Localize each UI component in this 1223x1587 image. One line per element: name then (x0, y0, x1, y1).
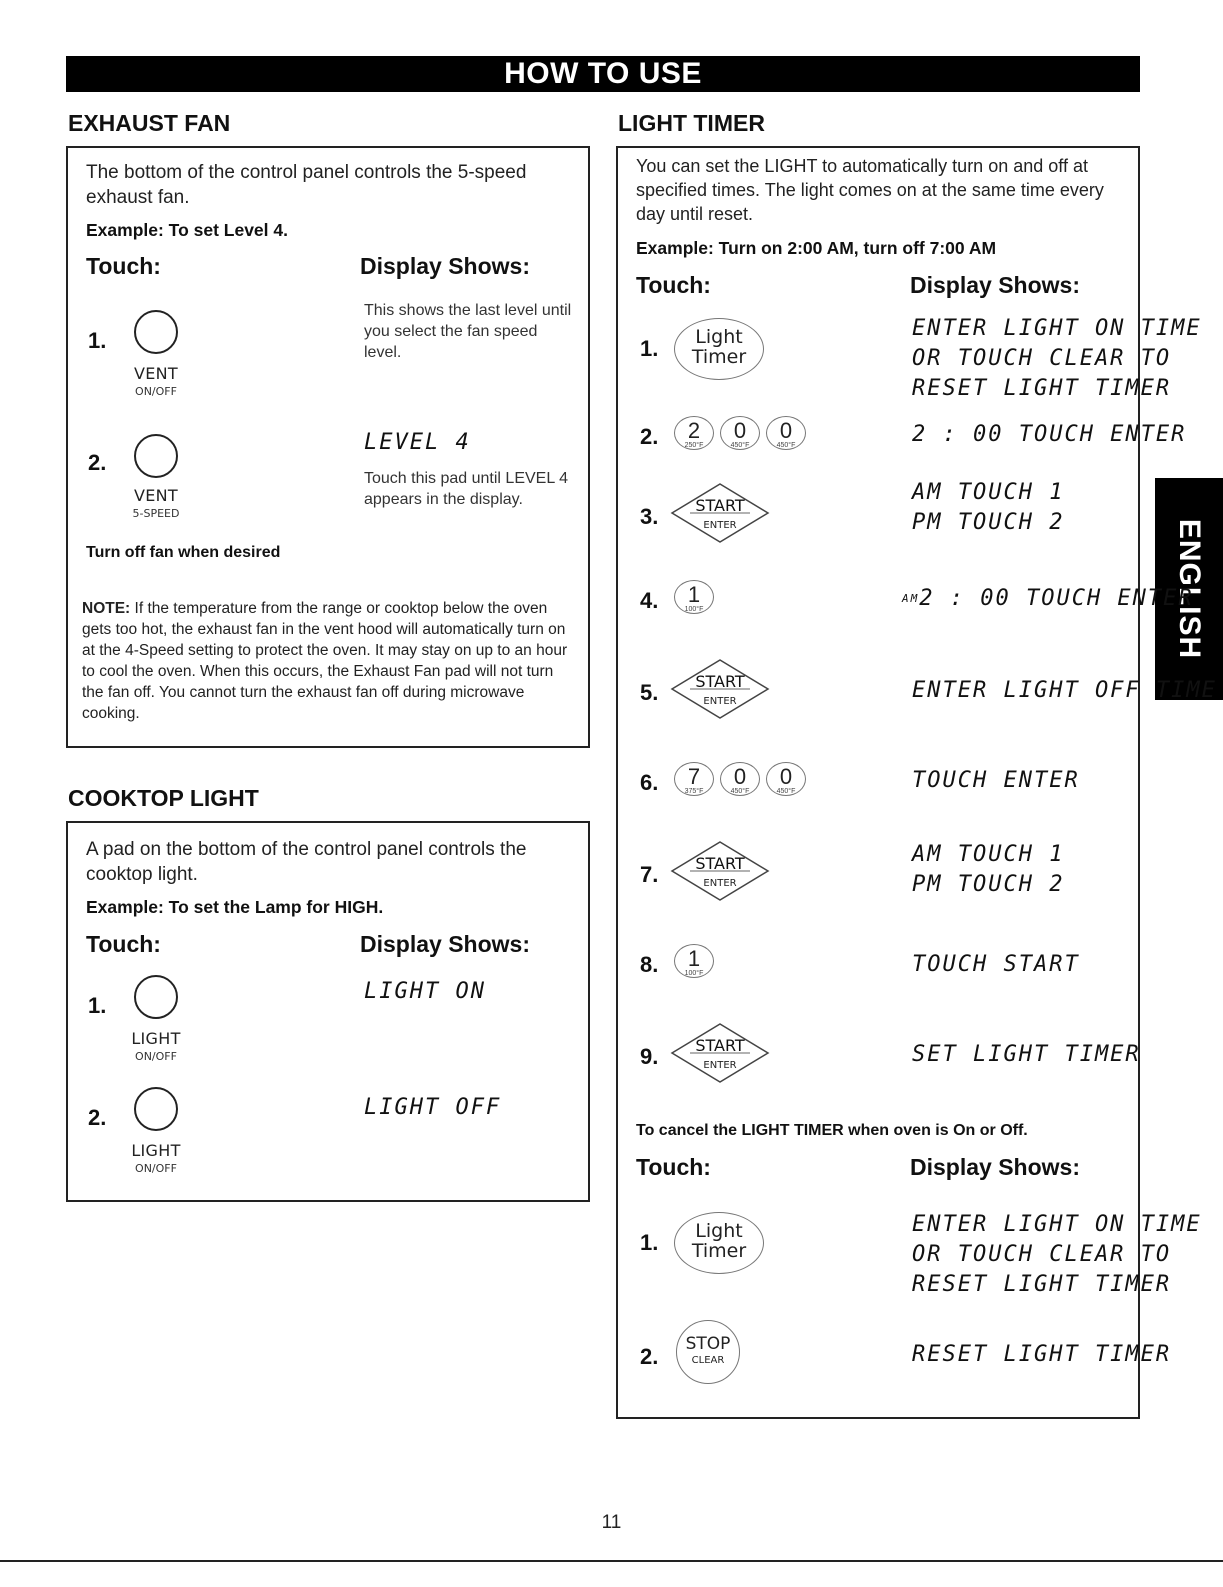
start-button-label: START (695, 854, 745, 873)
light-pad-sublabel: ON/OFF (135, 1162, 177, 1175)
touch-column-heading: Touch: (86, 253, 161, 279)
display-line: PM TOUCH 2 (912, 510, 1065, 535)
display-readout: LEVEL 4 (364, 430, 471, 455)
display-column-heading: Display Shows: (910, 272, 1080, 298)
display-line: OR TOUCH CLEAR TO (912, 1242, 1172, 1267)
step-number: 4. (640, 588, 659, 613)
step-number: 1. (88, 328, 107, 353)
stop-button-label: STOP (685, 1334, 731, 1354)
number-2-button[interactable] (674, 416, 714, 450)
light-pad-label: LIGHT (131, 1141, 181, 1160)
button-temp: 375°F (684, 788, 704, 795)
button-digit: 1 (687, 946, 701, 971)
step-number: 1. (88, 993, 107, 1018)
cooktop-light-title: COOKTOP LIGHT (68, 785, 259, 811)
step-number: 8. (640, 952, 659, 977)
display-readout: 2 : 00 TOUCH ENTER (912, 422, 1187, 447)
display-readout (912, 1210, 1202, 1300)
button-digit: 0 (779, 418, 793, 443)
button-digit: 7 (687, 764, 701, 789)
display-line: AM TOUCH 1 (912, 480, 1065, 505)
light-timer-button-line1: Light (695, 1220, 743, 1242)
start-enter-button[interactable] (670, 658, 770, 720)
display-column-heading: Display Shows: (360, 931, 530, 957)
display-readout (912, 478, 1064, 538)
bottom-rule (0, 1560, 1223, 1562)
am-indicator: AM (902, 592, 920, 605)
touch-column-heading: Touch: (636, 272, 711, 298)
light-pad-label: LIGHT (131, 1029, 181, 1048)
display-readout (912, 314, 1202, 404)
display-readout: TOUCH START (912, 952, 1080, 977)
display-readout: RESET LIGHT TIMER (912, 1342, 1172, 1367)
step-number: 5. (640, 680, 659, 705)
button-temp: 100°F (684, 970, 704, 977)
start-button-label: START (695, 672, 745, 691)
vent-pad-sublabel: 5-SPEED (132, 507, 180, 520)
display-line: RESET LIGHT TIMER (912, 376, 1172, 401)
exhaust-fan-box (66, 146, 590, 748)
light-timer-title: LIGHT TIMER (618, 110, 765, 136)
step-number: 7. (640, 862, 659, 887)
number-1-button[interactable] (674, 944, 714, 978)
language-tab-label: ENGLISH (1173, 518, 1206, 660)
vent-pad-sublabel: ON/OFF (135, 385, 177, 398)
exhaust-fan-note (82, 598, 578, 724)
step-1-description: This shows the last level until you select the fan speed level. (364, 302, 572, 361)
page-title-banner: HOW TO USE (66, 56, 1140, 92)
stop-button-sublabel: CLEAR (691, 1355, 725, 1366)
step-number: 1. (640, 336, 659, 361)
button-temp: 450°F (730, 788, 750, 795)
display-readout: ENTER LIGHT OFF TIME (912, 678, 1217, 703)
step-number: 3. (640, 504, 659, 529)
light-timer-button-line2: Timer (691, 346, 747, 368)
light-timer-button-line2: Timer (691, 1240, 747, 1262)
cooktop-light-example: Example: To set the Lamp for HIGH. (86, 897, 384, 917)
start-button-sublabel: ENTER (703, 878, 737, 889)
exhaust-fan-title: EXHAUST FAN (68, 110, 231, 136)
number-0-button[interactable] (720, 416, 760, 450)
vent-speed-pad[interactable] (134, 434, 178, 478)
display-line: AM TOUCH 1 (912, 842, 1065, 867)
step-number: 6. (640, 770, 659, 795)
vent-pad-label: VENT (134, 364, 178, 383)
touch-column-heading: Touch: (86, 931, 161, 957)
light-pad-sublabel: ON/OFF (135, 1050, 177, 1063)
step-number: 9. (640, 1044, 659, 1069)
number-0-button[interactable] (766, 416, 806, 450)
button-temp: 450°F (776, 788, 796, 795)
number-0-button[interactable] (720, 762, 760, 796)
display-readout (912, 840, 1064, 900)
display-line: 2 : 00 TOUCH ENTER (919, 586, 1194, 611)
light-timer-button-line1: Light (695, 326, 743, 348)
display-readout: TOUCH ENTER (912, 768, 1080, 793)
start-button-sublabel: ENTER (703, 696, 737, 707)
start-button-label: START (695, 1036, 745, 1055)
display-readout: LIGHT ON (364, 979, 486, 1004)
display-line: RESET LIGHT TIMER (912, 1272, 1172, 1297)
stop-clear-button[interactable] (676, 1320, 740, 1384)
button-digit: 0 (779, 764, 793, 789)
start-button-sublabel: ENTER (703, 520, 737, 531)
vent-pad-label: VENT (134, 486, 178, 505)
vent-onoff-pad[interactable] (134, 310, 178, 354)
light-onoff-pad[interactable] (134, 1087, 178, 1131)
exhaust-fan-footer: Turn off fan when desired (86, 544, 281, 561)
light-timer-example: Example: Turn on 2:00 AM, turn off 7:00 AM (636, 238, 997, 258)
button-temp: 450°F (730, 442, 750, 449)
start-enter-button[interactable] (670, 1022, 770, 1084)
display-column-heading: Display Shows: (910, 1154, 1080, 1180)
button-temp: 250°F (684, 442, 704, 449)
start-enter-button[interactable] (670, 482, 770, 544)
light-timer-intro: You can set the LIGHT to automatically turn on and off at specified times. The light comes on at the same time every day until reset. (636, 156, 1104, 224)
button-digit: 0 (733, 418, 747, 443)
light-timer-button[interactable] (674, 318, 764, 380)
button-temp: 450°F (776, 442, 796, 449)
light-onoff-pad[interactable] (134, 975, 178, 1019)
display-column-heading: Display Shows: (360, 253, 530, 279)
note-label: NOTE: (82, 600, 131, 617)
number-0-button[interactable] (766, 762, 806, 796)
button-temp: 100°F (684, 606, 704, 613)
display-readout (902, 584, 1194, 614)
display-line: ENTER LIGHT ON TIME (912, 316, 1202, 341)
button-digit: 0 (733, 764, 747, 789)
touch-column-heading: Touch: (636, 1154, 711, 1180)
button-digit: 1 (687, 582, 701, 607)
number-7-button[interactable] (674, 762, 714, 796)
cooktop-light-intro: A pad on the bottom of the control panel controls the cooktop light. (86, 839, 527, 885)
cancel-heading: To cancel the LIGHT TIMER when oven is On or Off. (636, 1122, 1028, 1139)
display-line: ENTER LIGHT ON TIME (912, 1212, 1202, 1237)
step-number: 2. (640, 424, 659, 449)
light-timer-button[interactable] (674, 1212, 764, 1274)
display-readout: SET LIGHT TIMER (912, 1042, 1141, 1067)
start-button-sublabel: ENTER (703, 1060, 737, 1071)
note-text: If the temperature from the range or cooktop below the oven gets too hot, the exhaust fan in the vent hood will automatically turn on at the 4-Speed setting to protect the oven. It may stay on up to an hour to cool the oven. When this occurs, the Exhaust Fan pad will not turn the fan off. You cannot turn the exhaust fan off during microwave cooking. (82, 600, 568, 722)
button-digit: 2 (687, 418, 701, 443)
step-number: 1. (640, 1230, 659, 1255)
display-line: PM TOUCH 2 (912, 872, 1065, 897)
step-number: 2. (88, 1105, 107, 1130)
start-enter-button[interactable] (670, 840, 770, 902)
exhaust-fan-intro: The bottom of the control panel controls the 5-speed exhaust fan. (86, 162, 527, 208)
display-line: OR TOUCH CLEAR TO (912, 346, 1172, 371)
exhaust-fan-example: Example: To set Level 4. (86, 220, 288, 240)
cooktop-light-box (66, 821, 590, 1202)
step-number: 2. (88, 450, 107, 475)
step-2-description: Touch this pad until LEVEL 4 appears in the display. (364, 470, 568, 508)
page-number: 11 (601, 1512, 622, 1533)
display-readout: LIGHT OFF (364, 1095, 502, 1120)
start-button-label: START (695, 496, 745, 515)
number-1-button[interactable] (674, 580, 714, 614)
step-number: 2. (640, 1344, 659, 1369)
